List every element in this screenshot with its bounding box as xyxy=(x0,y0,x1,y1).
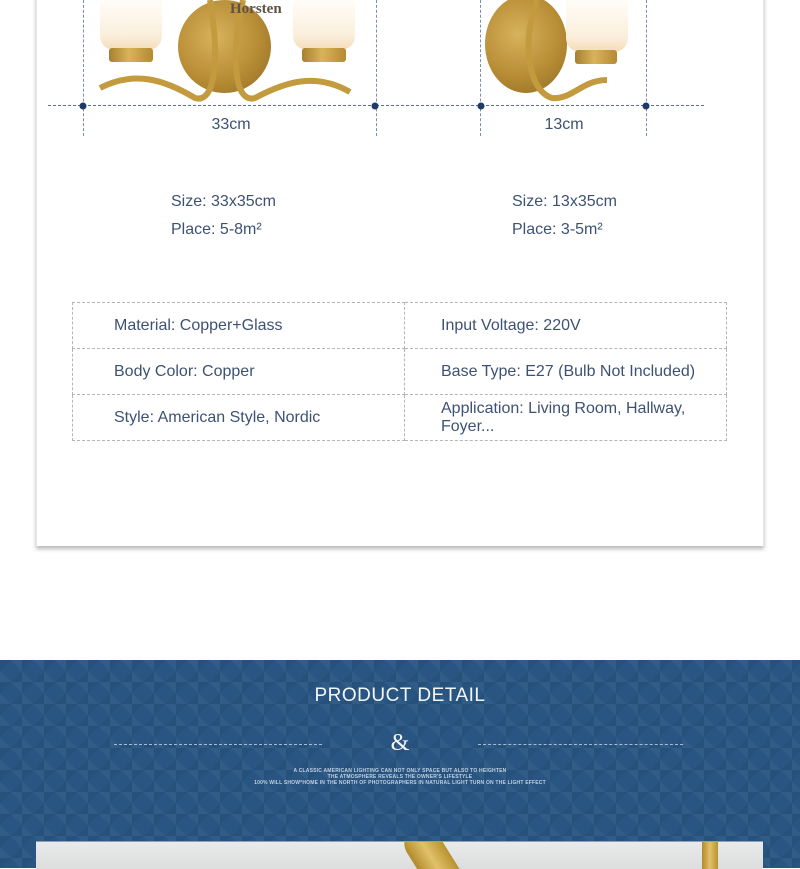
spec-style: Style: American Style, Nordic xyxy=(73,395,405,441)
variant-place: Place: 5-8m² xyxy=(171,221,262,238)
banner-title: PRODUCT DETAIL xyxy=(314,685,486,706)
dimension-dot xyxy=(643,103,650,110)
spec-body-color: Body Color: Copper xyxy=(73,349,405,395)
table-row xyxy=(73,303,727,349)
watermark-text: Horsten xyxy=(230,1,282,17)
dimension-guide xyxy=(376,0,377,136)
single-wall-lamp-image xyxy=(482,0,642,105)
variant-single-info xyxy=(512,188,617,244)
dimension-guide xyxy=(646,0,647,136)
width-label-double: 33cm xyxy=(211,116,251,133)
dimension-guide xyxy=(83,0,84,136)
specifications-table xyxy=(72,302,727,441)
variant-size: Size: 33x35cm xyxy=(171,193,276,210)
variant-place: Place: 3-5m² xyxy=(512,221,603,238)
ampersand-ornament: & xyxy=(390,730,410,756)
tagline-line-1: A CLASSIC AMERICAN LIGHTING CAN NOT ONLY SPACE BUT ALSO TO HEIGHTEN xyxy=(293,768,507,774)
table-row xyxy=(73,349,727,395)
dimension-dot xyxy=(372,103,379,110)
tagline-line-3: 100% WILL SHOW*HOME IN THE NORTH OF PHOTOGRAPHERS IN NATURAL LIGHT TURN ON THE LIGHT EFFECT xyxy=(254,780,546,786)
variant-double-info xyxy=(171,188,276,244)
width-label-single: 13cm xyxy=(544,116,584,133)
spec-material: Material: Copper+Glass xyxy=(73,303,405,349)
brass-arm-detail xyxy=(398,841,471,869)
dimension-dot xyxy=(478,103,485,110)
tagline-line-2: THE ATMOSPHERE REVEALS THE OWNER'S LIFESTYLE xyxy=(327,774,473,780)
double-wall-lamp-image xyxy=(95,0,365,105)
product-detail-banner xyxy=(0,660,800,868)
dimension-guide xyxy=(480,0,481,136)
spec-application: Application: Living Room, Hallway, Foyer... xyxy=(405,395,727,441)
product-detail-photo xyxy=(36,841,763,869)
table-row xyxy=(73,395,727,441)
banner-divider-right xyxy=(478,744,683,745)
dimension-dot xyxy=(80,103,87,110)
brass-arm-detail xyxy=(702,841,718,869)
spec-base-type: Base Type: E27 (Bulb Not Included) xyxy=(405,349,727,395)
variant-size: Size: 13x35cm xyxy=(512,193,617,210)
spec-input-voltage: Input Voltage: 220V xyxy=(405,303,727,349)
lamp-arm-icon xyxy=(482,0,642,105)
dimension-line-double xyxy=(48,105,376,106)
dimension-line-single xyxy=(376,105,704,106)
